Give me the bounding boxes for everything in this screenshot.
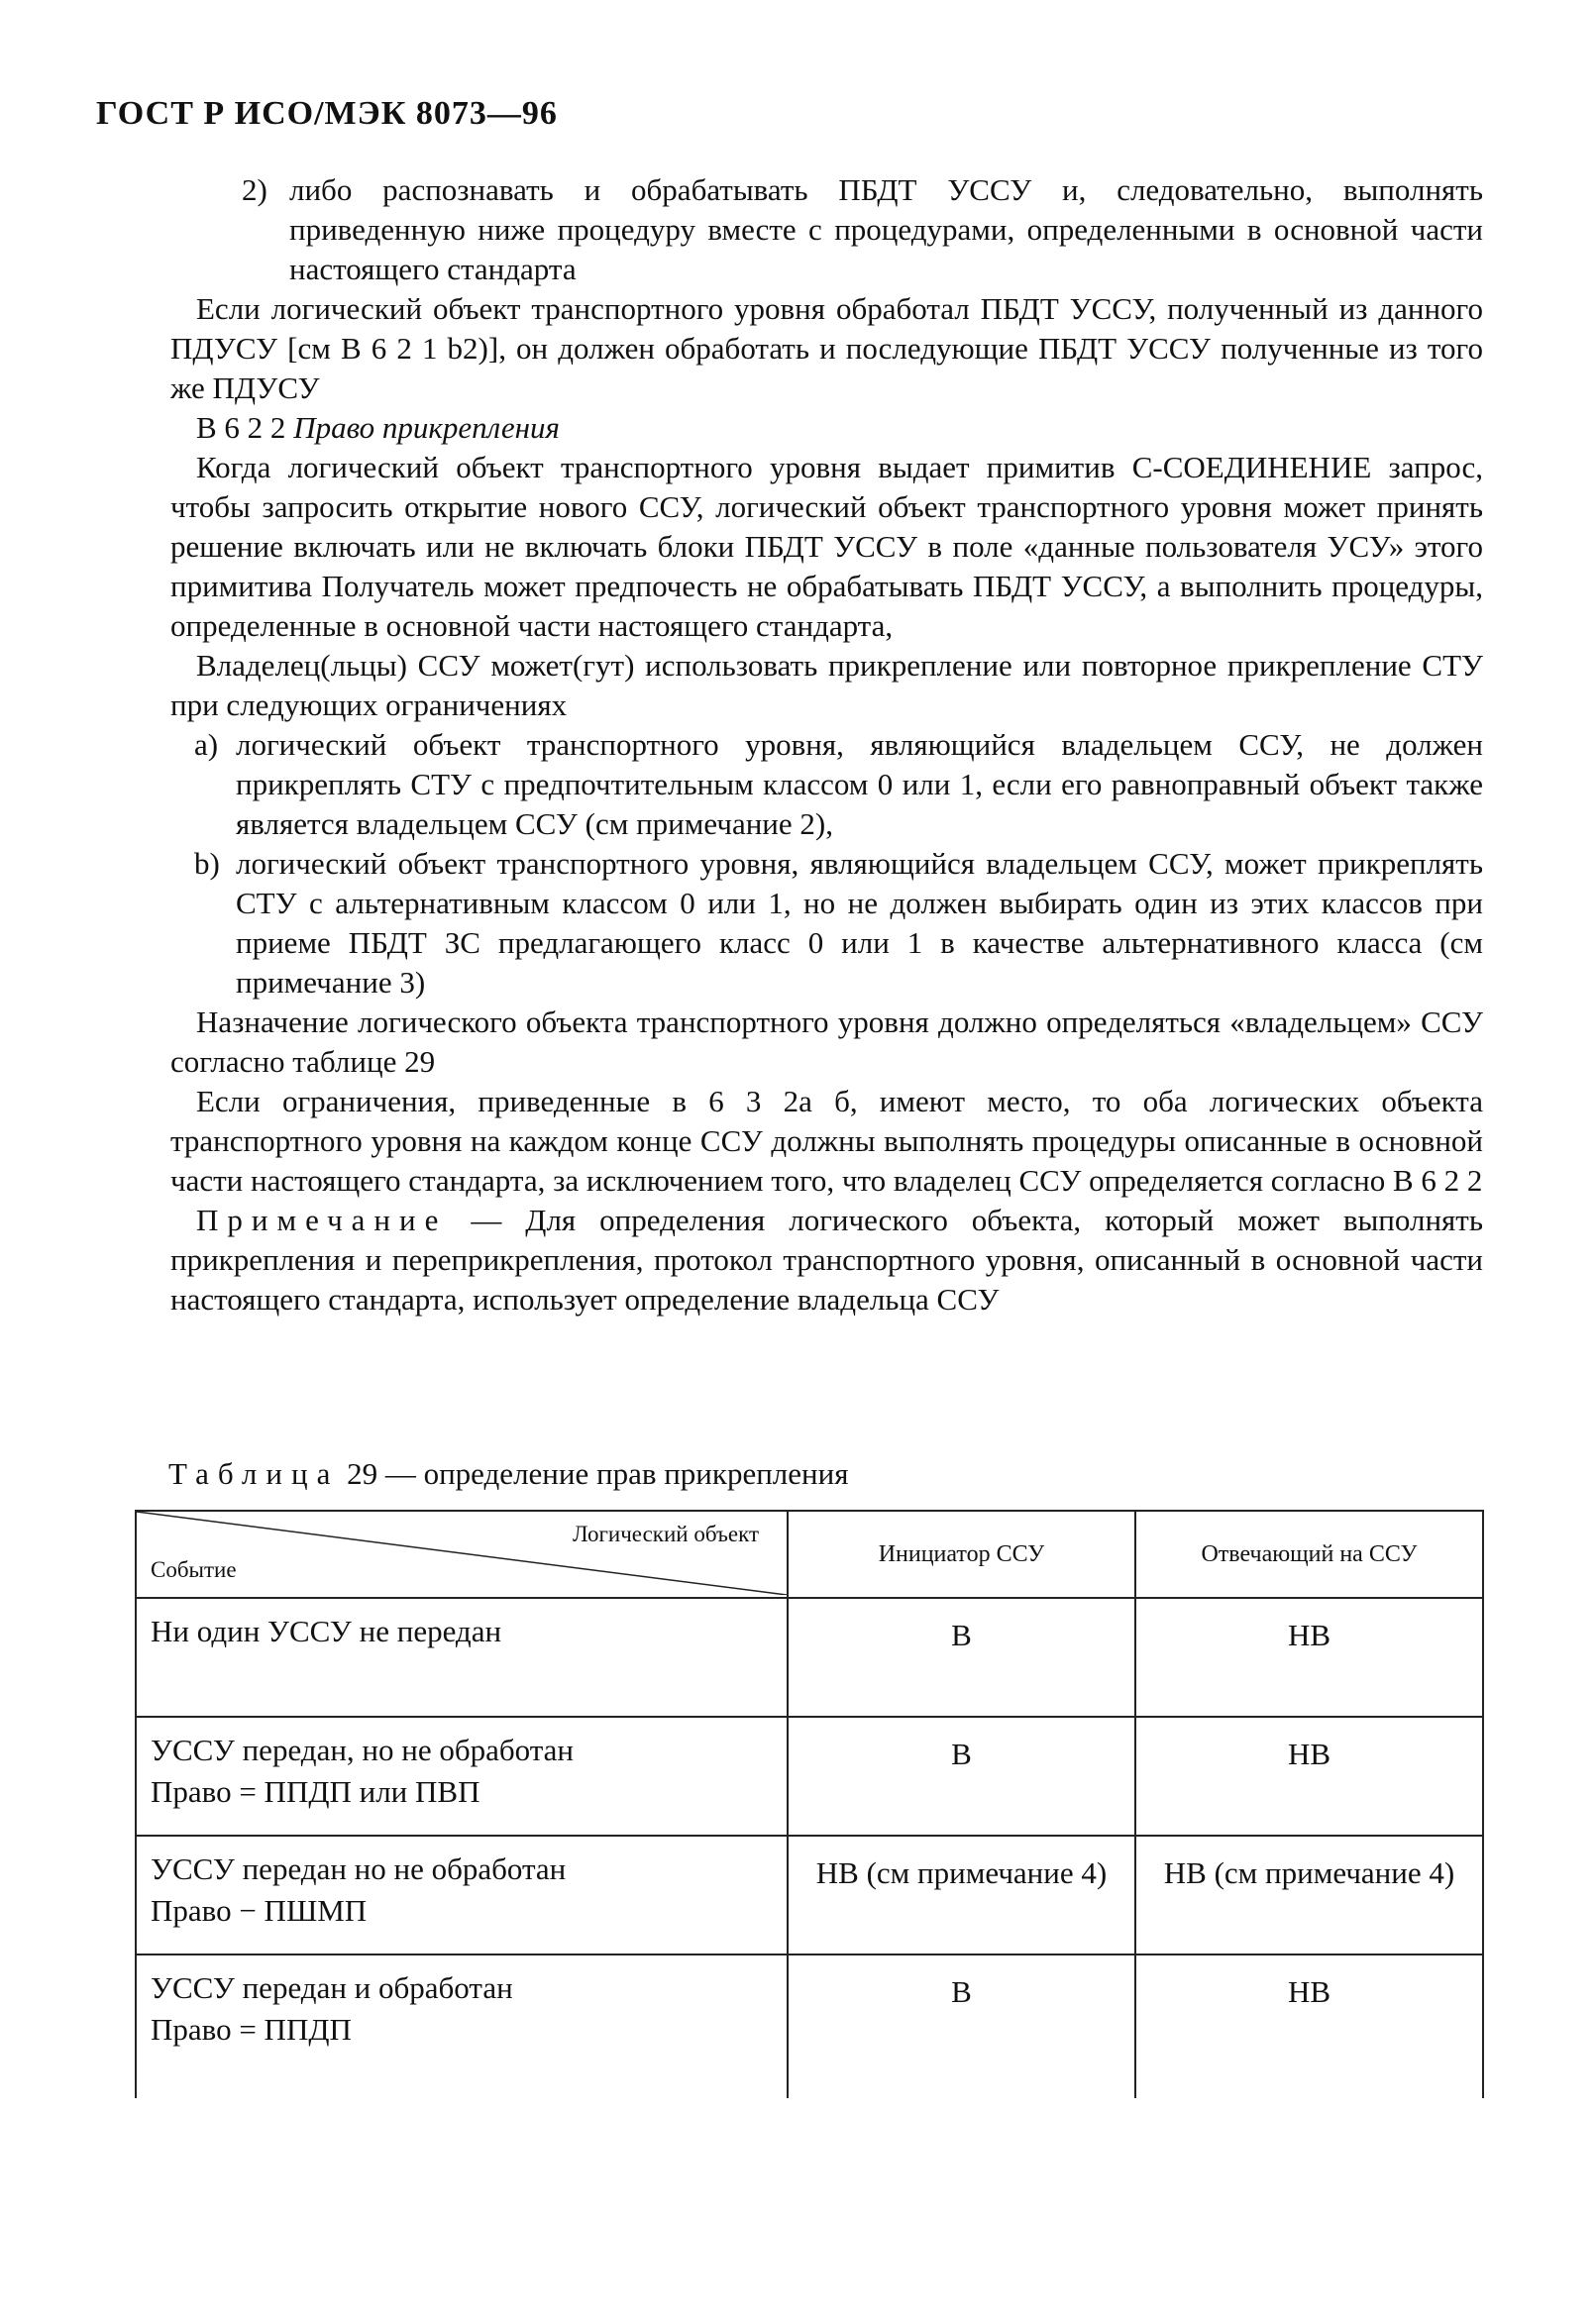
note-label: Примечание [196,1203,448,1237]
rights-table [135,1510,1484,2098]
event-line: УССУ передан, но не обработан [151,1733,575,1767]
paragraph-1: Если логический объект транспортного уровня обработал ПБДТ УССУ, полученный из данного ПДУСУ [см В 6 2 1 b2)], он должен обработать и последующие ПБДТ УССУ полученные из того же ПДУСУ [170,291,1483,405]
event-line: Право = ППДП [151,2012,352,2047]
page-header: ГОСТ Р ИСО/МЭК 8073—96 [96,95,558,132]
event-cell [136,1717,788,1836]
list-item-text: логический объект транспортного уровня, являющийся владельцем ССУ, не должен прикреплять СТУ с предпочтительным классом 0 или 1, если его равноправный объект также является владельцем ССУ (см примечание 2), [236,727,1483,841]
paragraph-4: Назначение логического объекта транспортного уровня должно определяться «владельцем» ССУ согласно таблице 29 [170,1004,1483,1079]
list-item-text: логический объект транспортного уровня, являющийся владельцем ССУ, может прикреплять СТУ с альтернативным классом 0 или 1, но не должен выбирать один из этих классов при приеме ПБДТ ЗС предлагающего класс 0 или 1 в качестве альтернативного класса (см примечание 3) [236,846,1483,1000]
paragraph-5: Если ограничения, приведенные в 6 3 2а б, имеют место, то оба логических объекта транспортного уровня на каждом конце ССУ должны выполнять процедуры описанные в основной части настоящего стандарта, за исключением того, что владелец ССУ определяется согласно В 6 2 2 [170,1084,1483,1198]
body-text [170,170,1483,1320]
section-number: В 6 2 2 [196,410,286,445]
event-cell [136,1836,788,1954]
initiator-cell: НВ (см примечание 4) [788,1836,1135,1954]
diagonal-header-cell [136,1511,788,1598]
header-initiator: Инициатор ССУ [788,1511,1135,1598]
table-header-row [136,1511,1483,1598]
header-responder: Отвечающий на ССУ [1135,1511,1483,1598]
note [170,1201,1483,1320]
section-heading [170,408,1483,448]
table-row [136,1717,1483,1836]
event-line: Право − ПШМП [151,1893,368,1928]
paragraph-3: Владелец(льцы) ССУ может(гут) использовать прикрепление или повторное прикрепление СТУ при следующих ограничениях [170,648,1483,722]
list-marker: a) [194,727,219,762]
table-row [136,1598,1483,1717]
list-item-2 [170,170,1483,289]
responder-cell: НВ [1135,1954,1483,2098]
responder-cell: НВ [1135,1717,1483,1836]
section-title: Право прикрепления [293,410,560,445]
header-event: Событие [151,1557,237,1582]
table-row [136,1836,1483,1954]
event-cell [136,1598,788,1717]
table-caption-text: 29 — определение прав прикрепления [347,1456,849,1491]
event-line: УССУ передан и обработан [151,1970,513,2005]
initiator-cell: В [788,1598,1135,1717]
responder-cell: НВ [1135,1598,1483,1717]
paragraph-2: Когда логический объект транспортного уровня выдает примитив С-СОЕДИНЕНИЕ запрос, чтобы запросить открытие нового ССУ, логический объект транспортного уровня может принять решение включать или не включать блоки ПБДТ УССУ в поле «данные пользователя УСУ» этого примитива Получатель может предпочесть не обрабатывать ПБДТ УССУ, а выполнить процедуры, определенные в основной части настоящего стандарта, [170,450,1483,643]
initiator-cell: В [788,1717,1135,1836]
note-text: — Для определения логического объекта, который может выполнять прикрепления и переприкрепления, протокол транспортного уровня, описанный в основной части настоящего стандарта, использует определение владельца ССУ [170,1203,1483,1317]
event-line: Право = ППДП или ПВП [151,1774,480,1809]
initiator-cell: В [788,1954,1135,2098]
list-item-text: либо распознавать и обрабатывать ПБДТ УССУ и, следовательно, выполнять приведенную ниже процедуру вместе с процедурами, определенными в основной части настоящего стандарта [289,172,1483,286]
header-logical-object: Логический объект [572,1522,759,1546]
restriction-b [170,844,1483,1003]
table-caption-label: Таблица [168,1456,340,1491]
event-line: Ни один УССУ не передан [151,1614,502,1648]
table-caption [168,1456,848,1492]
restriction-a [170,725,1483,844]
table-row [136,1954,1483,2098]
responder-cell: НВ (см примечание 4) [1135,1836,1483,1954]
list-marker: 2) [242,172,267,207]
list-marker: b) [194,846,220,881]
event-cell [136,1954,788,2098]
event-line: УССУ передан но не обработан [151,1851,567,1886]
